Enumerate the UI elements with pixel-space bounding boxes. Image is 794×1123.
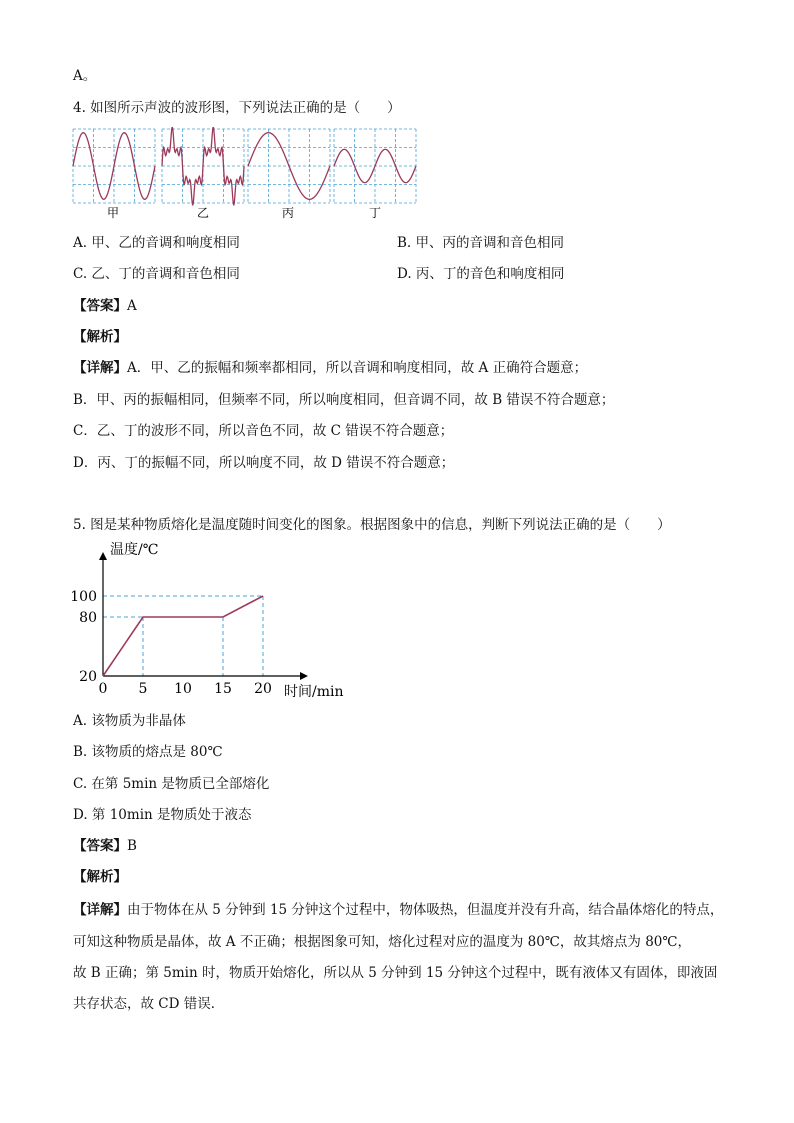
- q5-melting-chart: [70, 538, 370, 703]
- x-tick-10: 10: [174, 681, 192, 697]
- wave-panel-jia: [73, 129, 155, 203]
- temperature-curve: [103, 596, 263, 676]
- q5-option-c: C. 在第 5min 是物质已全部熔化: [73, 776, 270, 792]
- wave-panel-ding: [334, 129, 416, 203]
- y-axis-arrow: [99, 552, 107, 560]
- y-axis-label: 温度/℃: [110, 542, 159, 558]
- wave-panel-bing: [248, 129, 330, 203]
- q5-stem: 5. 图是某种物质熔化是温度随时间变化的图象。根据图象中的信息，判断下列说法正确的是（ ）: [73, 517, 671, 533]
- wave-label-ding: 丁: [368, 206, 382, 220]
- q4-option-b: B. 甲、丙的音调和音色相同: [397, 235, 565, 251]
- wave-panel-yi: [162, 127, 244, 205]
- q5-answer-tag: 【答案】: [73, 838, 127, 854]
- q4-detail-b: B．甲、丙的振幅相同，但频率不同，所以响度相同，但音调不同，故 B 错误不符合题意；: [73, 392, 615, 408]
- q3-answer-tail: A。: [73, 68, 97, 84]
- q5-analysis-tag: 【解析】: [73, 869, 127, 885]
- q5-option-a: A. 该物质为非晶体: [73, 713, 186, 729]
- y-tick-20: 20: [79, 669, 97, 685]
- q4-analysis-tag: 【解析】: [73, 329, 127, 345]
- q4-answer-tag: 【答案】: [73, 298, 127, 314]
- q5-answer: [73, 836, 137, 856]
- q4-detail-d: D．丙、丁的振幅不同，所以响度不同，故 D 错误不符合题意；: [73, 455, 455, 471]
- q5-detail-line-1-text: 由于物体在从 5 分钟到 15 分钟这个过程中，物体吸热，但温度并没有升高，结合晶体熔化的特点，: [127, 902, 724, 918]
- q5-detail-line-1: [73, 900, 723, 920]
- q4-detail-c: C．乙、丁的波形不同，所以音色不同，故 C 错误不符合题意；: [73, 423, 454, 439]
- q4-detail-a-text: A．甲、乙的振幅和频率都相同，所以音调和响度相同，故 A 正确符合题意；: [127, 360, 588, 376]
- x-tick-20: 20: [254, 681, 272, 697]
- q5-detail-line-3: 故 B 正确；第 5min 时，物质开始熔化，所以从 5 分钟到 15 分钟这个过程中，既有液体又有固体，即液固: [73, 965, 718, 981]
- q4-detail-tag: 【详解】: [73, 360, 127, 376]
- q4-answer: [73, 296, 137, 316]
- q4-option-d: D. 丙、丁的音色和响度相同: [397, 266, 565, 282]
- wave-label-jia: 甲: [106, 206, 120, 220]
- q4-detail-a: [73, 358, 587, 378]
- q4-option-a: A. 甲、乙的音调和响度相同: [73, 235, 240, 251]
- y-tick-80: 80: [79, 610, 97, 626]
- wave-label-yi: 乙: [196, 206, 210, 220]
- wave-label-bing: 丙: [281, 206, 295, 220]
- q4-option-c: C. 乙、丁的音调和音色相同: [73, 266, 240, 282]
- q4-waveform-figure: [70, 127, 422, 224]
- q5-detail-line-4: 共存状态，故 CD 错误．: [73, 996, 225, 1012]
- y-tick-100: 100: [70, 589, 97, 605]
- q4-answer-value: A: [127, 298, 137, 314]
- x-axis-label: 时间/min: [284, 684, 344, 700]
- x-tick-15: 15: [214, 681, 232, 697]
- q5-option-b: B. 该物质的熔点是 80℃: [73, 744, 223, 760]
- q5-detail-tag: 【详解】: [73, 902, 127, 918]
- q5-detail-line-2: 可知这种物质是晶体，故 A 不正确；根据图象可知，熔化过程对应的温度为 80℃，故其熔点为 80℃，: [73, 934, 691, 950]
- x-axis-arrow: [300, 672, 308, 680]
- x-tick-5: 5: [138, 681, 148, 697]
- x-tick-0: 0: [98, 681, 108, 697]
- q5-option-d: D. 第 10min 是物质处于液态: [73, 807, 252, 823]
- q5-answer-value: B: [127, 838, 137, 854]
- q4-stem: 4. 如图所示声波的波形图，下列说法正确的是（ ）: [73, 100, 401, 116]
